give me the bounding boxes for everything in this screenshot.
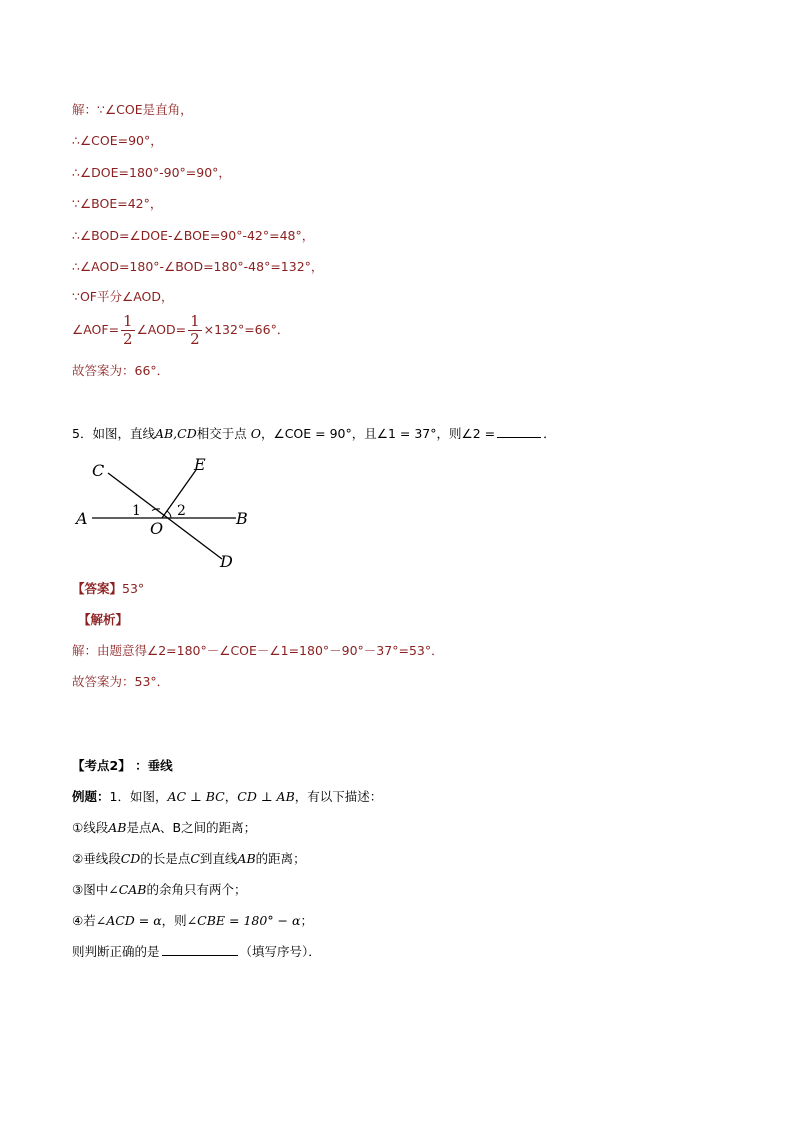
judge-text: 则判断正确的是	[72, 944, 160, 959]
answer-blank	[162, 943, 238, 956]
label-o: O	[150, 519, 164, 538]
example-tail: ，有以下描述：	[294, 789, 383, 804]
label-e: E	[194, 455, 206, 474]
statement-text: 的余角只有两个；	[146, 882, 247, 897]
statement-text: ②垂线段	[72, 851, 121, 866]
solution-line-5: ∴∠BOD=∠DOE-∠BOE=90°-42°=48°，	[72, 228, 315, 243]
judge-tail: （填写序号）．	[239, 944, 321, 959]
example-label: 例题：	[72, 789, 110, 804]
statement-text: ；	[300, 913, 313, 928]
fraction-denominator: 2	[190, 330, 200, 348]
solution-line-6: ∴∠AOD=180°-∠BOD=180°-48°=132°，	[72, 259, 324, 274]
statement-text: 的距离；	[255, 851, 306, 866]
statement-text: ④若	[72, 913, 96, 928]
analysis-label: 【解析】	[78, 612, 129, 627]
product-result: ×132°=66°．	[203, 322, 290, 337]
line-ab-name: AB	[237, 851, 256, 866]
solution-line-2: ∴∠COE=90°，	[72, 133, 163, 148]
statement-1	[72, 819, 256, 837]
geometry-figure	[70, 450, 280, 575]
line-names: AB,CD	[154, 426, 197, 441]
segment-cd: CD	[120, 851, 141, 866]
answer-value: 53°	[122, 581, 145, 596]
label-d: D	[220, 552, 233, 571]
solution-line-8	[72, 313, 289, 348]
angle-cab: ∠CAB	[108, 882, 147, 897]
topic-label: 【考点2】	[72, 758, 131, 773]
angle-cbe-expr: ∠CBE = 180° − α	[186, 913, 301, 928]
topic-header	[72, 757, 173, 775]
fraction-numerator: 1	[123, 312, 133, 330]
statement-text: ③图中	[72, 882, 109, 897]
angle-acd-expr: ∠ACD = α	[95, 913, 162, 928]
topic-title: ：垂线	[135, 758, 173, 773]
fraction-denominator: 2	[123, 330, 133, 348]
label-c: C	[92, 461, 105, 480]
statement-text: 到直线	[199, 851, 238, 866]
example-intro: 1．如图，	[109, 789, 168, 804]
perp-ac-bc: AC ⊥ BC	[167, 789, 225, 804]
solution-line-4: ∵∠BOE=42°，	[72, 196, 163, 211]
perp-cd-ab: CD ⊥ AB	[237, 789, 295, 804]
point-c: C	[190, 851, 200, 866]
label-b: B	[236, 509, 248, 528]
question-end: ．	[543, 426, 556, 441]
solution-line-3: ∴∠DOE=180°-90°=90°，	[72, 165, 231, 180]
analysis-text: 解：由题意得∠2=180°－∠COE－∠1=180°－90°－37°=53°．	[72, 643, 444, 658]
statement-text: ①线段	[72, 820, 109, 835]
question-mid: 相交于点	[196, 426, 247, 441]
question-condition: ，∠COE = 90°，且∠1 = 37°，则∠2 =	[261, 426, 496, 441]
statement-text: ，则	[161, 913, 187, 928]
statement-3	[72, 881, 247, 899]
label-angle-2: 2	[177, 503, 186, 519]
aod-label: ∠AOD=	[136, 322, 187, 337]
segment-ab: AB	[108, 820, 127, 835]
solution-answer: 故答案为：66°．	[72, 363, 170, 378]
fraction-half	[121, 313, 135, 348]
statement-text: 是点A、B之间的距离；	[126, 820, 257, 835]
aof-label: ∠AOF=	[72, 322, 120, 337]
separator: ，	[224, 789, 238, 804]
statement-text: 的长是点	[140, 851, 191, 866]
statement-4	[72, 912, 313, 930]
label-a: A	[76, 509, 88, 528]
question-5	[72, 425, 556, 443]
answer-line	[72, 580, 144, 598]
fraction-numerator: 1	[190, 312, 200, 330]
fraction-half	[188, 313, 202, 348]
angle-2-arc	[167, 511, 171, 518]
answer-label: 【答案】	[72, 581, 123, 596]
question-intro: 5．如图，直线	[72, 426, 155, 441]
solution-line-1: 解：∵∠COE是直角，	[72, 102, 193, 117]
label-angle-1: 1	[132, 503, 141, 519]
answer-blank	[497, 425, 541, 438]
point-o: O	[250, 426, 261, 441]
statement-2	[72, 850, 306, 868]
solution-line-7: ∵OF平分∠AOD，	[72, 289, 174, 304]
example-line	[72, 788, 382, 806]
judge-line	[72, 943, 321, 961]
final-answer: 故答案为：53°．	[72, 674, 170, 689]
line-cd	[108, 473, 222, 559]
